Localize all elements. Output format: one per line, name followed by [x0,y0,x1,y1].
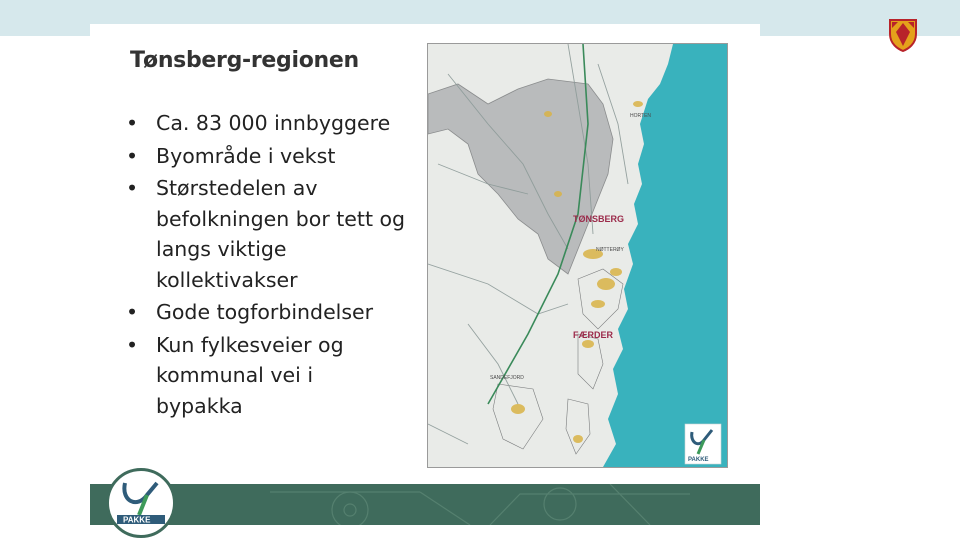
footer-pattern [90,484,760,525]
map-graphic [428,44,727,467]
bullet-icon: • [126,300,139,324]
region-map [427,43,728,468]
county-crest-icon [888,18,918,52]
label-tonsberg: TØNSBERG [573,214,625,224]
bullet-list [126,108,406,423]
bullet-item: • Byområde i vekst [126,141,406,172]
footer-logo [106,468,176,538]
bullet-icon: • [126,176,139,200]
bullet-item: • Gode togforbindelser [126,297,406,328]
bullet-icon: • [126,143,139,168]
slide [90,24,760,525]
bullet-item: • Kun fylkesveier og kommunal vei i bypakka [126,330,406,422]
bullet-item: • Størstedelen av befolkningen bor tett og langs viktige kollektivakser [126,173,406,295]
map-logo-text: PAKKE [688,457,709,463]
label-faerder: FÆRDER [573,330,613,340]
footer-logo-text: PAKKE [123,515,151,525]
label-horten: HORTEN [630,113,652,119]
bullet-item: • Ca. 83 000 innbyggere [126,108,406,139]
map-logo [685,424,721,464]
footer-band [90,484,760,525]
label-sandefjord: SANDEFJORD [490,375,524,381]
label-notteroy: NØTTERØY [596,247,624,253]
bullet-icon: • [126,332,139,357]
slide-title: Tønsberg-regionen [130,48,359,73]
bullet-icon: • [126,111,139,135]
